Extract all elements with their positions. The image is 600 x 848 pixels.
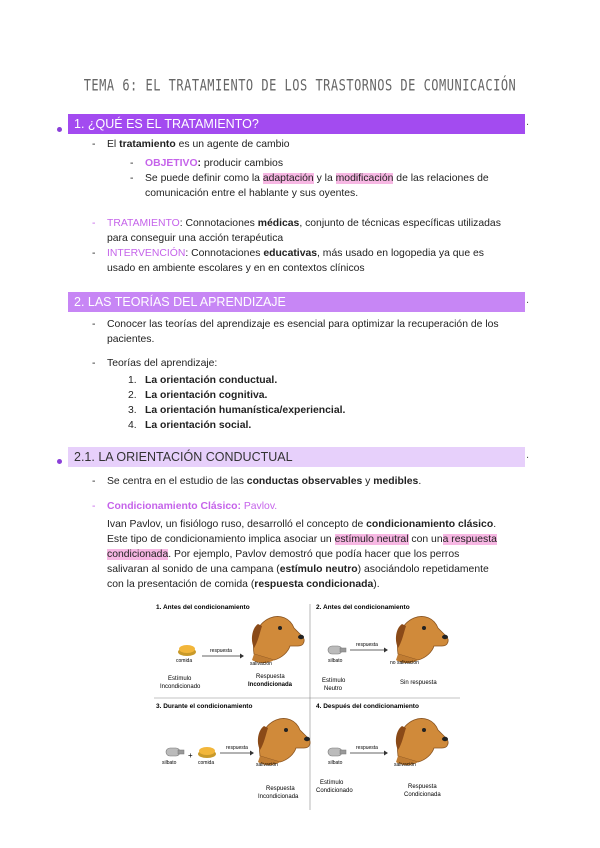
line: [107, 216, 501, 231]
list-item-text: La orientación social.: [145, 420, 252, 431]
line: pacientes.: [107, 334, 155, 345]
label-salivacion: salivación: [256, 762, 278, 768]
label-salivacion: salivación: [394, 762, 416, 768]
label-respuesta-c: Respuesta: [266, 786, 295, 792]
whistle-icon: [328, 748, 346, 756]
intervencion-label: INTERVENCIÓN: [107, 248, 186, 259]
text: :: [197, 158, 202, 169]
dash: -: [130, 173, 134, 184]
line: Se centra en el estudio de las conductas observables y medibles.: [107, 476, 422, 487]
dog-icon: [258, 718, 310, 765]
dash: -: [92, 319, 96, 330]
bullet-dot: [57, 127, 62, 132]
line: [107, 246, 484, 261]
dash: -: [130, 158, 134, 169]
text: El: [107, 139, 120, 150]
label-respuesta: respuesta: [226, 745, 248, 751]
dash: -: [92, 248, 96, 259]
panel-3-title: 3. Durante el condicionamiento: [156, 703, 253, 710]
line: Este tipo de condicionamiento implica asociar un estímulo neutral con una respuesta: [107, 534, 497, 545]
label-comida: comida: [198, 760, 215, 766]
list-item-text: La orientación cognitiva.: [145, 390, 268, 401]
dog-icon: [396, 718, 448, 765]
section-heading-1: 1. ¿QUÉ ES EL TRATAMIENTO? .: [68, 114, 525, 134]
list-item: 4.: [128, 420, 137, 431]
food-icon: [198, 747, 216, 758]
label-no-salivacion: no salivación: [390, 660, 419, 666]
label-estimulo: Estímulo: [322, 678, 346, 684]
dog-icon: [252, 616, 304, 663]
bullet-dot: [57, 459, 62, 464]
line: [145, 171, 489, 186]
dash: -: [92, 218, 96, 229]
line: Condicionamiento Clásico: Pavlov.: [107, 501, 278, 512]
arrowhead: [250, 751, 254, 756]
whistle-icon: [328, 646, 346, 654]
highlight: modificación: [335, 173, 394, 184]
list-item: 2.: [128, 390, 137, 401]
text: médicas: [257, 218, 300, 229]
label-respuesta: respuesta: [356, 642, 378, 648]
dash: -: [92, 501, 96, 512]
whistle-icon: [166, 748, 184, 756]
line: con la presentación de comida (respuesta condicionada).: [107, 579, 380, 590]
label-respuesta: respuesta: [356, 745, 378, 751]
section-heading-2-1: 2.1. LA ORIENTACIÓN CONDUCTUAL .: [68, 447, 525, 467]
text: Se puede definir como la: [145, 173, 263, 184]
panel-2-title: 2. Antes del condicionamiento: [316, 604, 410, 611]
line: [107, 137, 290, 152]
text: es un agente de cambio: [175, 139, 290, 150]
line: salivaran al sonido de una campana (estímulo neutro) asociándolo repetidamente: [107, 564, 489, 575]
line: condicionada. Por ejemplo, Pavlov demostró que podía hacer que los perros: [107, 549, 460, 560]
label-silbato: silbato: [162, 760, 177, 766]
label-silbato: silbato: [328, 760, 343, 766]
line: Ivan Pavlov, un fisiólogo ruso, desarrolló el concepto de condicionamiento clásico.: [107, 519, 497, 530]
label-incondicionada: Incondicionada: [248, 682, 293, 688]
line: Conocer las teorías del aprendizaje es esencial para optimizar la recuperación de los: [107, 319, 499, 330]
list-item-text: La orientación humanística/experiencial.: [145, 405, 346, 416]
label-condicionada: Condicionada: [404, 792, 441, 798]
section-heading-2: 2. LAS TEORÍAS DEL APRENDIZAJE .: [68, 292, 525, 312]
tratamiento-label: TRATAMIENTO: [107, 218, 180, 229]
label-salivacion: salivación: [250, 661, 272, 667]
line: usado en ambiente escolares y en en contextos clínicos: [107, 263, 365, 274]
label-sin-respuesta: Sin respuesta: [400, 680, 437, 686]
section-heading-2-1-text: 2.1. LA ORIENTACIÓN CONDUCTUAL: [74, 450, 293, 464]
dash: -: [92, 476, 96, 487]
text: : Connotaciones: [179, 218, 258, 229]
panel-4-title: 4. Después del condicionamiento: [316, 703, 419, 710]
arrowhead: [240, 654, 244, 659]
label-respuesta: respuesta: [210, 648, 232, 654]
panel-1-title: 1. Antes del condicionamiento: [156, 604, 250, 611]
section-heading-1-text: 1. ¿QUÉ ES EL TRATAMIENTO?: [74, 117, 259, 131]
line: [145, 156, 283, 171]
line: para conseguir una acción terapéutica: [107, 233, 284, 244]
label-condicionado: Condicionado: [316, 788, 353, 794]
label-incondicionada: Incondicionada: [258, 794, 299, 800]
objetivo-label: OBJETIVO: [145, 158, 198, 169]
text: y la: [313, 173, 336, 184]
label-incondicionado: Incondicionado: [160, 684, 201, 690]
dash: -: [92, 358, 96, 369]
label-estimulo: Estímulo: [168, 676, 192, 682]
text: educativas: [263, 248, 318, 259]
label-respuesta-i: Respuesta: [256, 674, 285, 680]
text: tratamiento: [119, 139, 176, 150]
page-title: TEMA 6: EL TRATAMIENTO DE LOS TRASTORNOS DE COMUNICACIÓN: [83, 75, 517, 95]
arrowhead: [384, 648, 388, 653]
label-silbato: silbato: [328, 658, 343, 664]
list-item: 1.: [128, 375, 137, 386]
line: comunicación entre el hablante y sus oyentes.: [145, 188, 359, 199]
arrowhead: [384, 751, 388, 756]
dog-icon: [396, 616, 448, 663]
pavlov-figure: [152, 600, 462, 822]
highlight: adaptación: [262, 173, 314, 184]
text: : Connotaciones: [185, 248, 264, 259]
label-neutro: Neutro: [324, 686, 343, 692]
label-respuesta-cd: Respuesta: [408, 784, 437, 790]
list-item: 3.: [128, 405, 137, 416]
plus-sign: +: [188, 751, 193, 760]
line: Teorías del aprendizaje:: [107, 358, 218, 369]
label-estimulo: Estímulo: [320, 780, 344, 786]
food-icon: [178, 645, 196, 656]
text: de las relaciones de: [393, 173, 489, 184]
text: , conjunto de técnicas específicas utilizadas: [299, 218, 501, 229]
dash: -: [92, 139, 96, 150]
list-item-text: La orientación conductual.: [145, 375, 278, 386]
section-heading-2-text: 2. LAS TEORÍAS DEL APRENDIZAJE: [74, 295, 286, 309]
text: producir cambios: [201, 158, 284, 169]
label-comida: comida: [176, 658, 193, 664]
text: , más usado en logopedia ya que es: [317, 248, 484, 259]
